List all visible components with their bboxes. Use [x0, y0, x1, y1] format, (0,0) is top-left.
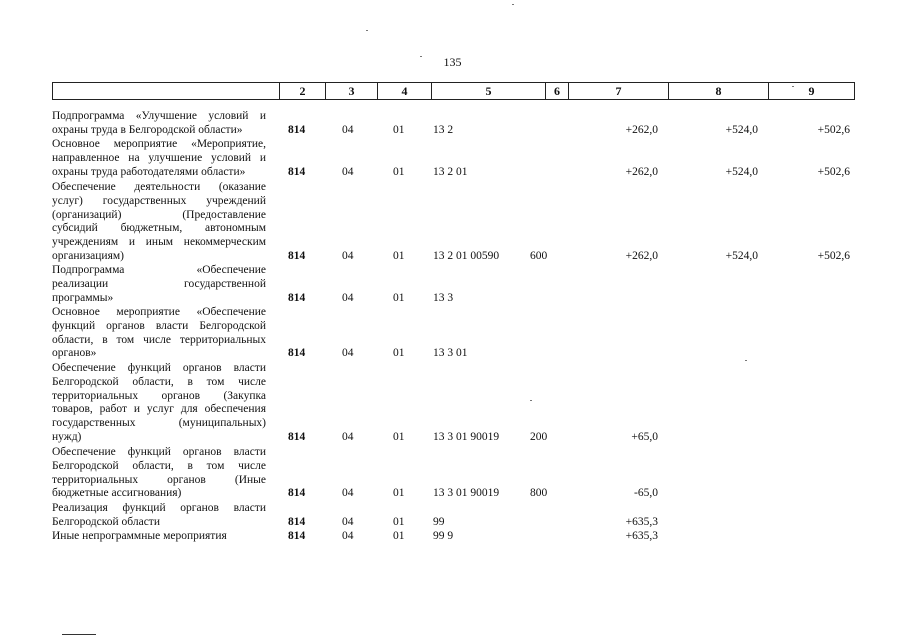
description-line: направленное на улучшение условий и	[52, 151, 266, 164]
cell-c6: 600	[530, 250, 548, 262]
row-description	[52, 306, 266, 361]
cell-c5: 13 3	[433, 291, 454, 304]
row-description	[52, 110, 266, 138]
scan-speck	[512, 4, 514, 5]
cell-c4: 01	[393, 487, 405, 500]
description-line: Реализация функций органов власти	[52, 502, 266, 514]
cell-c2: 814	[288, 165, 306, 178]
header-col-9: 9	[769, 83, 855, 100]
cell-c7: +635,3	[625, 530, 658, 542]
description-line: Обеспечение деятельности (оказание	[52, 181, 266, 193]
cell-c3: 04	[342, 165, 354, 178]
description-line: услуг) государственных учреждений	[52, 194, 266, 207]
cell-c5: 13 2 01	[433, 165, 468, 178]
description-line: нужд)	[52, 430, 82, 443]
cell-c4: 01	[393, 165, 405, 178]
description-line: Белгородской области	[52, 515, 160, 528]
scan-speck	[745, 360, 747, 361]
description-line: области, в том числе территориальных	[52, 333, 266, 346]
scan-speck	[792, 86, 794, 87]
description-line: программы»	[52, 291, 114, 304]
description-line: Основное мероприятие «Обеспечение	[52, 306, 266, 318]
description-line: охраны труда работодателями области»	[52, 165, 246, 178]
description-line: Подпрограмма «Улучшение условий и	[52, 110, 266, 122]
cell-c6: 800	[530, 487, 548, 500]
cell-c9: +502,6	[817, 123, 850, 136]
scan-speck	[530, 400, 532, 401]
cell-c9: +502,6	[817, 165, 850, 178]
cell-c7: +262,0	[625, 165, 658, 178]
cell-c2: 814	[288, 487, 306, 500]
cell-c2: 814	[288, 291, 306, 304]
row-description	[52, 502, 266, 530]
scan-speck	[420, 56, 422, 57]
cell-c3: 04	[342, 250, 354, 262]
cell-c4: 01	[393, 530, 405, 542]
cell-c4: 01	[393, 431, 405, 443]
cell-c2: 814	[288, 530, 306, 542]
cell-c2: 814	[288, 515, 306, 528]
cell-c3: 04	[342, 123, 354, 136]
cell-c6: 200	[530, 431, 548, 443]
description-line: Белгородской области, в том числе	[52, 459, 266, 472]
cell-c5: 99	[433, 515, 445, 528]
cell-c3: 04	[342, 515, 354, 528]
cell-c5: 99 9	[433, 530, 454, 542]
description-line: Обеспечение функций органов власти	[52, 446, 266, 458]
cell-c5: 13 3 01 90019	[433, 487, 500, 500]
description-line: государственных (муниципальных)	[52, 417, 266, 430]
footer-rule	[62, 634, 96, 635]
row-description	[52, 530, 266, 544]
cell-c3: 04	[342, 431, 354, 443]
description-line: охраны труда в Белгородской области»	[52, 123, 243, 136]
cell-c7: +635,3	[625, 515, 658, 528]
cell-c7: +65,0	[631, 431, 658, 443]
cell-c2: 814	[288, 123, 306, 136]
description-line: бюджетные ассигнования)	[52, 487, 182, 500]
cell-c5: 13 3 01 90019	[433, 431, 500, 443]
cell-c9: +502,6	[817, 250, 850, 262]
cell-c4: 01	[393, 347, 405, 360]
cell-c4: 01	[393, 515, 405, 528]
row-description	[52, 264, 266, 305]
row-description	[52, 446, 266, 501]
description-line: Белгородской области, в том числе	[52, 375, 266, 388]
cell-c7: +262,0	[625, 250, 658, 262]
description-line: субсидий бюджетным, автономным	[52, 222, 266, 235]
header-col-2: 2	[280, 83, 326, 100]
cell-c2: 814	[288, 431, 306, 443]
scan-speck	[366, 30, 368, 31]
cell-c2: 814	[288, 347, 306, 360]
description-line: территориальных органов (Закупка	[52, 389, 266, 402]
description-line: (организаций) (Предоставление	[52, 208, 266, 221]
header-col-1	[53, 83, 280, 100]
description-line: Основное мероприятие «Мероприятие,	[52, 138, 266, 150]
cell-c5: 13 3 01	[433, 347, 468, 360]
row-description	[52, 362, 266, 445]
header-col-5: 5	[432, 83, 546, 100]
header-col-8: 8	[669, 83, 769, 100]
cell-c7: -65,0	[634, 487, 658, 500]
header-col-7: 7	[569, 83, 669, 100]
header-col-6: 6	[546, 83, 569, 100]
table-header	[52, 82, 855, 100]
page-number: 135	[443, 55, 462, 69]
cell-c7: +262,0	[625, 123, 658, 136]
description-line: товаров, работ и услуг для обеспечения	[52, 403, 266, 416]
cell-c5: 13 2 01 00590	[433, 250, 500, 262]
description-line: органов»	[52, 347, 97, 360]
description-line: территориальных органов (Иные	[52, 473, 266, 486]
header-col-3: 3	[326, 83, 378, 100]
cell-c4: 01	[393, 123, 405, 136]
cell-c3: 04	[342, 487, 354, 500]
cell-c4: 01	[393, 250, 405, 262]
cell-c3: 04	[342, 347, 354, 360]
cell-c4: 01	[393, 291, 405, 304]
cell-c3: 04	[342, 291, 354, 304]
cell-c8: +524,0	[725, 250, 758, 262]
cell-c8: +524,0	[725, 165, 758, 178]
header-col-4: 4	[378, 83, 432, 100]
description-line: Иные непрограммные мероприятия	[52, 530, 227, 542]
cell-c2: 814	[288, 250, 306, 262]
cell-c8: +524,0	[725, 123, 758, 136]
description-line: организациям)	[52, 249, 124, 262]
description-line: учреждениям и иным некоммерческим	[52, 236, 266, 249]
description-line: Обеспечение функций органов власти	[52, 362, 266, 374]
row-description	[52, 138, 266, 179]
description-line: реализации государственной	[52, 277, 266, 290]
row-description	[52, 181, 266, 264]
description-line: Подпрограмма «Обеспечение	[52, 264, 266, 276]
cell-c5: 13 2	[433, 123, 454, 136]
cell-c3: 04	[342, 530, 354, 542]
description-line: функций органов власти Белгородской	[52, 319, 266, 332]
